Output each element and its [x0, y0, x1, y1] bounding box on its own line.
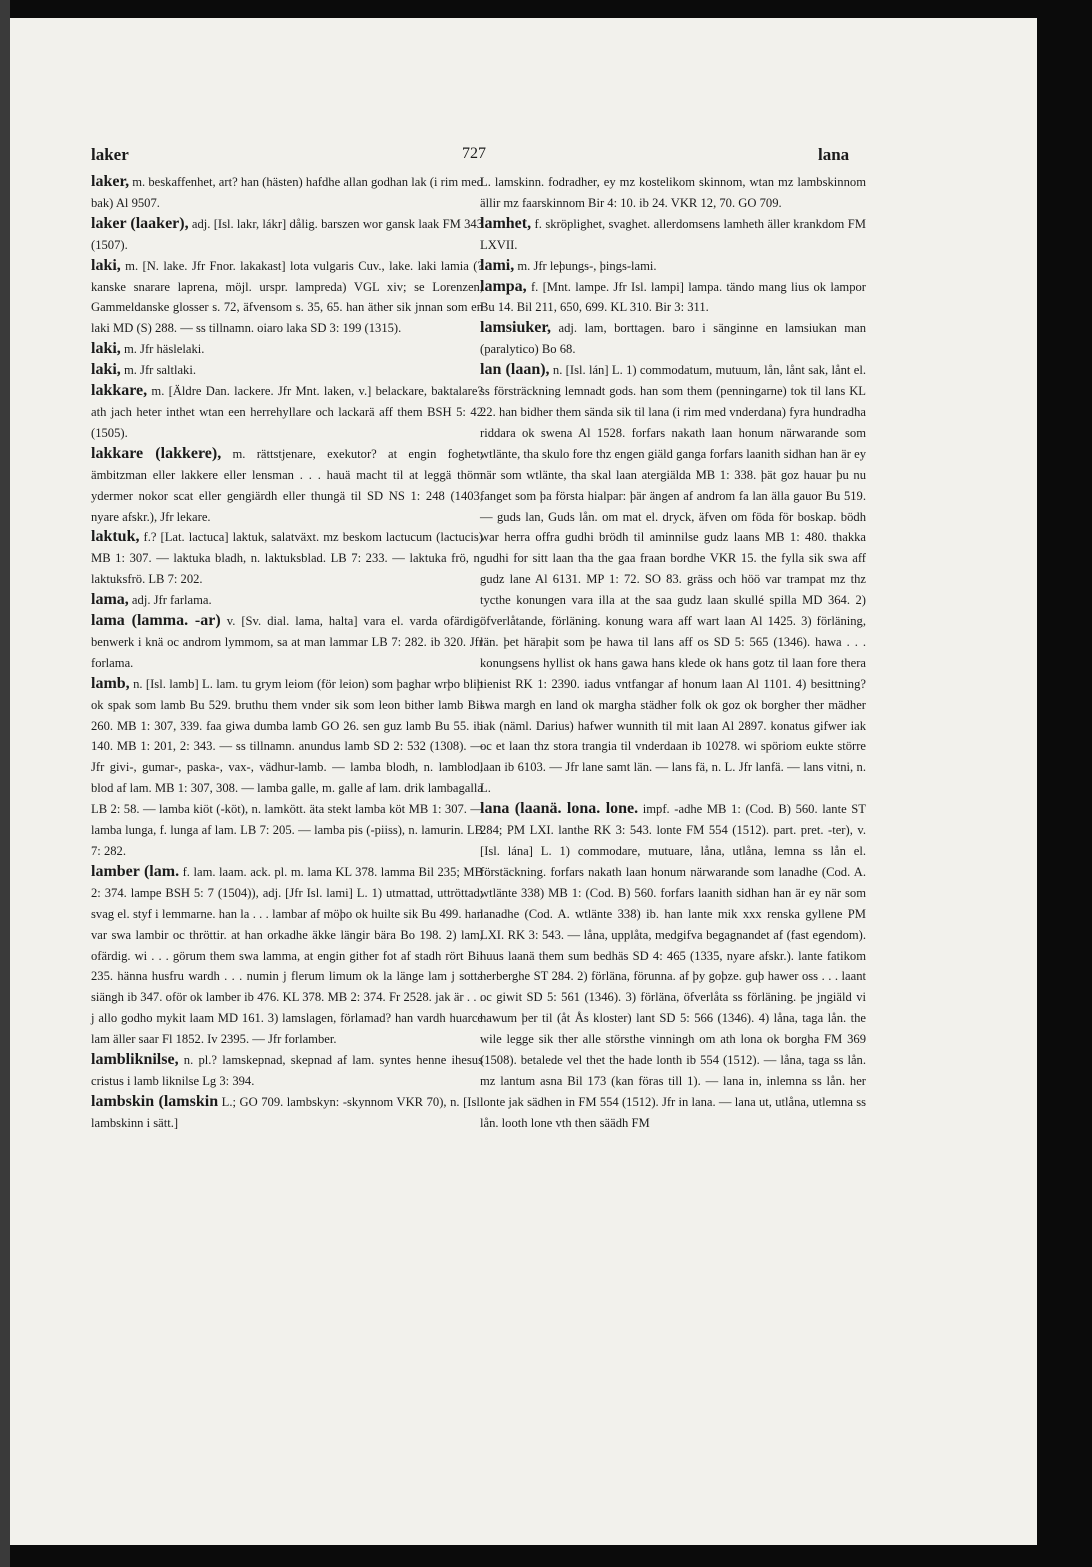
headword: lan (laan), — [480, 361, 550, 379]
dictionary-entry — [91, 611, 483, 674]
dictionary-entry — [480, 256, 866, 277]
entry-text: m. beskaffenhet, art? han (hästen) hafdhe allan godhan lak (i rim med bak) Al 9507. — [91, 175, 483, 210]
headword: lamhet, — [480, 214, 532, 232]
entry-text: L. lamskinn. fodradher, ey mz kostelikom skinnom, wtan mz lambskinnom ällir mz faarskinnom Bir 4: 10. ib 24. VKR 12, 70. GO 709. — [480, 175, 866, 210]
dictionary-entry — [91, 381, 483, 444]
entry-text: m. Jfr leþungs-, þings-lami. — [514, 258, 657, 273]
entry-text: impf. -adhe MB 1: (Cod. B) 560. lante ST 284; PM LXI. lanthe RK 3: 543. lonte FM 554 (1512). part. pret. -ter), v. [Isl. lána] L. 1) commodare, mutuare, låna, utlåna, lemna ss lån el. förstäckning. forfars nakath laan honum närwarande som lanadhe (Cod. A. wtlänte 338) MB 1: (Cod. B) 560. forfars laanith sidhan han är ey när som lanadhe (Cod. A. wtlänte 338) ib. han lante mik xxx renska gyllene PM LXI. RK 3: 543. — låna, upplåta, medgifva begagnandet af (fast egendom). huus laanä them sum bedhäs SD 4: 465 (1335, nyare afskr.). lante fatikom herberghe ST 284. 2) förläna, förunna. af þy goþze. guþ hawer oss . . . laant oc giwit SD 5: 561 (1346). 3) förläna, öfverlåta ss förläning. þe jngiäld vi hawum þer til (åt Ås kloster) lant SD 5: 566 (1346). 4) låna, taga lån. the wile legge sik ther alle störsthe vinningh om ath lona ok borgha FM 369 (1508). betalede vel thet the hade lonth ib 554 (1512). — låna, taga ss lån. mz lantum asna Bil 173 (kan föras till 1). — lana in, inlemna ss lån. her lonte jak sädhen in FM 554 (1512). Jfr in lana. — lana ut, utlåna, utlemna ss lån. looth lone vth then säädh FM — [480, 802, 866, 1130]
headword: lana (laanä. lona. lone. — [480, 800, 639, 818]
entry-text: m. rättstjenare, exekutor? at engin foghet, ämbitzman eller lakkere eller lensman . . . hauä macht til at leggä thöm ydermer nokor scat eller gengiärdh eller thungä til SD NS 1: 248 (1403, nyare afskr.), Jfr lekare. — [91, 446, 483, 524]
headword: laker, — [91, 173, 130, 190]
headword: lamber (lam. — [91, 862, 180, 880]
dictionary-entry — [480, 318, 866, 360]
right-column — [480, 172, 866, 1134]
entry-text: m. Jfr saltlaki. — [120, 363, 196, 378]
scan-edge — [0, 0, 10, 1567]
dictionary-entry — [480, 214, 866, 256]
entry-text: n. [Isl. lamb] L. lam. tu grym leiom (för leion) som þaghar wrþo bliþ ok spak som lamb Bu 529. bruthu them vnder sik som leon bither lamb Bil 260. MB 1: 307, 339. faa giwa dumba lamb GO 26. sen guz lamb Bu 55. ib 140. MB 1: 201, 2: 343. — ss tillnamn. anundus lamb SD 2: 532 (1308). — Jfr givi-, gumar-, paska-, vax-, vädhur-lamb. — lamba blodh, n. lamblod, blod af lam. MB 1: 307, 308. — lamba galle, m. galle af lam. drik lambagalla LB 2: 58. — lamba kiöt (-köt), n. lamkött. äta stekt lamba köt MB 1: 307. — lamba lunga, f. lunga af lam. LB 7: 205. — lamba pis (-piiss), n. lamurin. LB 7: 282. — [91, 676, 483, 858]
dictionary-entry — [480, 277, 866, 319]
headword: laki, — [91, 256, 121, 274]
dictionary-entry — [91, 214, 483, 256]
headword: lama, — [91, 591, 129, 609]
dictionary-entry — [91, 339, 483, 360]
headword: laki, — [91, 361, 121, 379]
dictionary-entry — [91, 172, 483, 214]
headword: lambskin (lamskin — [91, 1092, 219, 1110]
headword: lama (lamma. -ar) — [91, 612, 221, 630]
left-column — [91, 172, 483, 1134]
headword: lamsiuker, — [480, 319, 551, 337]
headword: lampa, — [480, 277, 527, 295]
entry-text: m. Jfr häslelaki. — [120, 342, 205, 357]
dictionary-entry — [91, 674, 483, 862]
entry-text: f. lam. laam. ack. pl. m. lama KL 378. lamma Bil 235; MB 2: 374. lampe BSH 5: 7 (1504)), adj. [Jfr Isl. lami] L. 1) utmattad, uttröttad, svag el. styf i lemmarne. han la . . . lambar af möþo ok huilte sik Bu 499. han var swa lambir oc thröttir. at han orkadhe äkke längir bära Bo 198. 2) lam, ofärdig. wi . . . görum them swa lamma, at engin gither fot af stadh rört Bil 235. hänna husfru wardh . . . numin j flerum limum ok la länge lam j sotta siängh ib 347. oför ok lamber ib 476. KL 378. MB 2: 374. Fr 2528. jak är . . . j allo godho mykit laam MD 161. 3) lamslagen, förlamad? han vardh huarce lam äller saar Fl 1852. Iv 2395. — Jfr forlamber. — [91, 864, 483, 1047]
entry-text: f.? [Lat. lactuca] laktuk, salatväxt. mz beskom lactucum (lactucis) MB 1: 307. — laktuka bladh, n. laktuksblad. LB 7: 233. — laktuka frö, n. laktuksfrö. LB 7: 202. — [91, 530, 483, 587]
running-head-left: laker — [91, 145, 129, 164]
dictionary-entry — [91, 444, 483, 528]
dictionary-entry — [91, 1092, 483, 1134]
entry-text: L.; GO 709. lambskyn: -skynnom VKR 70), n. [Isl. lambskinn i sätt.] — [91, 1094, 483, 1130]
entry-text: n. pl.? lamskepnad, skepnad af lam. syntes henne ihesus cristus i lamb liknilse Lg 3: 394. — [91, 1053, 483, 1088]
headword: lambliknilse, — [91, 1051, 179, 1069]
entry-text: adj. lam, borttagen. baro i sänginne en lamsiukan man (paralytico) Bo 68. — [480, 321, 866, 357]
entry-text: f. [Mnt. lampe. Jfr Isl. lampi] lampa. tändo mang lius ok lampor Bu 14. Bil 211, 650, 699. KL 310. Bir 3: 311. — [480, 279, 866, 315]
entry-text: adj. Jfr farlama. — [128, 593, 212, 608]
dictionary-entry — [91, 862, 483, 1050]
entry-text: n. [Isl. lán] L. 1) commodatum, mutuum, lån, lånt sak, lånt el. ss försträckning lemnadt gods. han som them (penningarne) tok til lans KL 22. han bidher them sända sik til lana (i rim med vnderdana) fyra hundradha riddara ok swena Al 1528. forfars nakath laan honum närwarande som wtlänte, tha skulo fore thz engen giäld ganga forfars laanith sidhan han är ey när som wtlänte, tha skal laan atergiälda MB 1: 338. þät goz hauar þu nu fanget som þa första hialpar: þär ängen af androm fa lan älla gauor Bu 519. — guds lan, Guds lån. om mat el. dryck, äfven om föda för boskap. bödh war herra offra gudhi brödh til aminnilse gudz laans MB 1: 480. thakka gudhi for sitt laan tha the gaa fraan bordhe VKR 15. the fylla sik swa aff gudz lane Al 6131. MP 1: 72. SO 83. gräss och höö var trampat mz thz tycthe konungen vara illa at the saa gudz laan skullé spilla MD 364. 2) öfverlåtande, förläning. konung wara aff wart laan Al 1425. 3) förläning, län. þet häraþit som þe hawa til lans aff os SD 5: 565 (1346). hawa . . . konungsens hyllist ok hans gawa hans klede ok hans gotz til laan fore thera tienist RK 1: 2390. iadus vntfangar af honum laan Al 1101. 4) besittning? swa margh en land ok margha städher folk ok goz ok borgher ther mädher iak (näml. Darius) hafwer wunnith til mit laan Al 2897. konatus gifwer iak oc et laan thz stora trangia til vnderdaan ib 10278. wi spöriom eukte större laan ib 6103. — Jfr lane samt län. — lans fä, n. L. Jfr lanfä. — lans vitni, n. L. — [480, 363, 866, 796]
dictionary-entry — [91, 1050, 483, 1092]
page-number: 727 — [462, 145, 486, 162]
entry-text: adj. [Isl. lakr, lákr] dålig. barszen wor gansk laak FM 343 (1507). — [91, 216, 484, 252]
headword: lakkare (lakkere), — [91, 444, 222, 462]
entry-text: m. [Äldre Dan. lackere. Jfr Mnt. laken, v.] belackare, baktalare? ath jach heter inthet wtan een herrehyllare och lackarä aff them BSH 5: 42 (1505). — [91, 384, 483, 440]
headword: laker (laaker), — [91, 214, 189, 232]
dictionary-entry — [91, 527, 483, 590]
headword: lamb, — [91, 674, 130, 692]
entry-text: f. skröplighet, svaghet. allerdomsens lamheth äller krankdom FM LXVII. — [480, 216, 866, 252]
headword: lami, — [480, 256, 515, 274]
headword: laki, — [91, 340, 121, 358]
dictionary-entry — [91, 256, 483, 340]
dictionary-entry — [480, 172, 866, 214]
dictionary-entry — [480, 360, 866, 799]
entry-text: m. [N. lake. Jfr Fnor. lakakast] lota vulgaris Cuv., lake. laki lamia (? kanske snarare laprena, möjl. urspr. lampreda) VGL xiv; se Lorenzen, Gammeldanske glosser s. 72, äfvensom s. 35, 65. han äther sik jnnan som en laki MD (S) 288. — ss tillnamn. oiaro laka SD 3: 199 (1315). — [91, 258, 483, 336]
dictionary-entry — [480, 799, 866, 1134]
dictionary-entry — [91, 590, 483, 611]
entry-text: v. [Sv. dial. lama, halta] vara el. varda ofärdig. benwerk i knä oc androm lymmom, sa at man lammar LB 7: 282. ib 320. Jfr forlama. — [91, 614, 483, 670]
running-head-right: lana — [818, 145, 850, 164]
headword: laktuk, — [91, 528, 140, 546]
dictionary-entry — [91, 360, 483, 381]
headword: lakkare, — [91, 382, 148, 400]
